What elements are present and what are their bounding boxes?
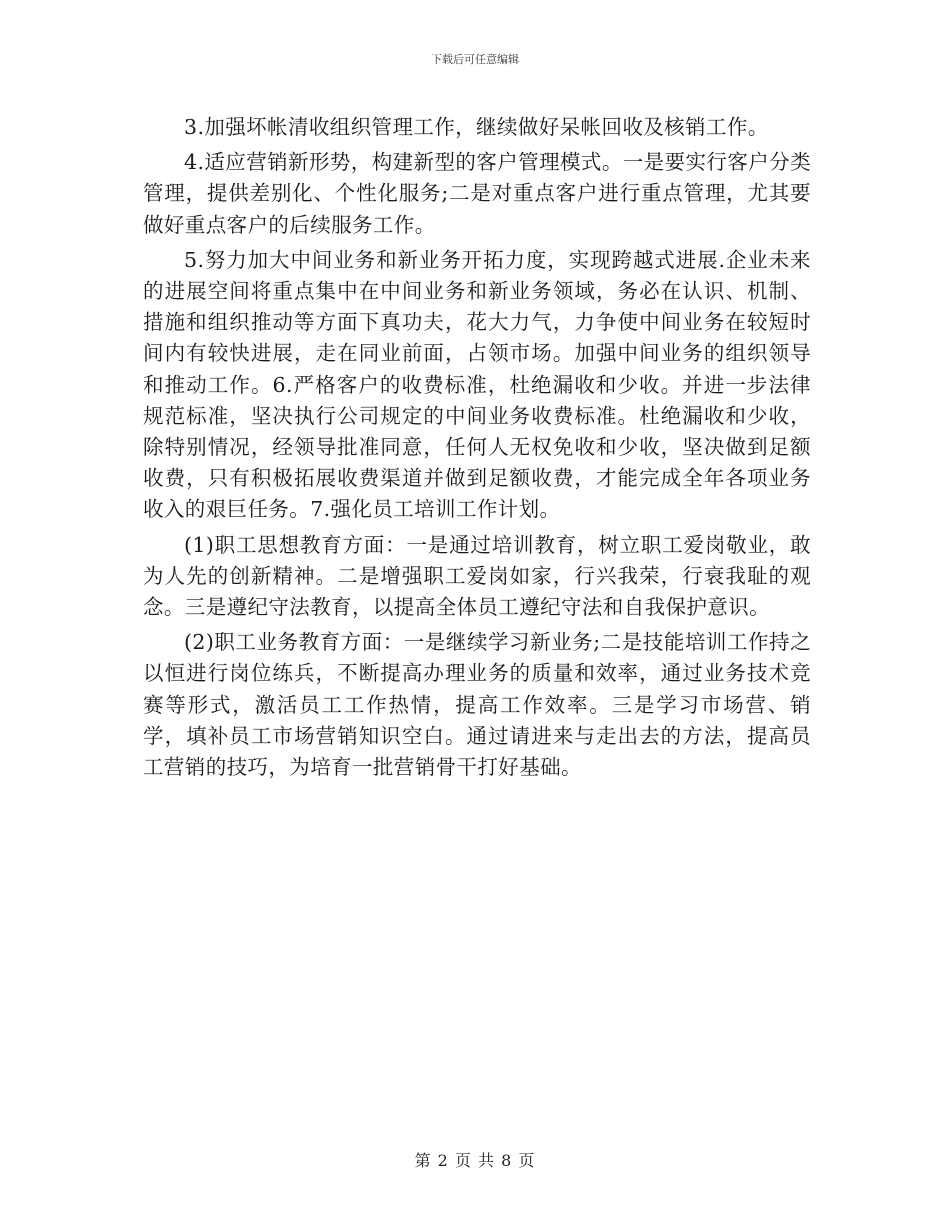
paragraph-item-3: 3.加强坏帐清收组织管理工作，继续做好呆帐回收及核销工作。	[184, 115, 769, 139]
document-body	[143, 112, 811, 787]
page-number: 第 2 页 共 8 页	[414, 1151, 536, 1170]
page-header: 下载后可任意编辑	[431, 53, 519, 66]
paragraph-item-5: 5.努力加大中间业务和新业务开拓力度，实现跨越式进展.企业未来的进展空间将重点集中在中间业务和新业务领域，务必在认识、机制、措施和组织推动等方面下真功夫，花大力气，力争使中间业务在较短时间内有较快进展，走在同业前面，占领市场。加强中间业务的组织领导和推动工作。6.严格客户的收费标准，杜绝漏收和少收。并进一步法律规范标准，坚决执行公司规定的中间业务收费标准。杜绝漏收和少收，除特别情况，经领导批准同意，任何人无权免收和少收，坚决做到足额收费，只有积极拓展收费渠道并做到足额收费，才能完成全年各项业务收入的艰巨任务。7.强化员工培训工作计划。	[143, 247, 811, 522]
paragraph-training-business: (2)职工业务教育方面：一是继续学习新业务;二是技能培训工作持之以恒进行岗位练兵，不断提高办理业务的质量和效率，通过业务技术竞赛等形式，激活员工工作热情，提高工作效率。三是学习市场营、销学，填补员工市场营销知识空白。通过请进来与走出去的方法，提高员工营销的技巧，为培育一批营销骨干打好基础。	[143, 630, 811, 780]
paragraph-training-ideology: (1)职工思想教育方面：一是通过培训教育，树立职工爱岗敬业，敢为人先的创新精神。二是增强职工爱岗如家，行兴我荣，行衰我耻的观念。三是遵纪守法教育，以提高全体员工遵纪守法和自我保护意识。	[143, 532, 811, 620]
paragraph-item-4: 4.适应营销新形势，构建新型的客户管理模式。一是要实行客户分类管理，提供差别化、个性化服务;二是对重点客户进行重点管理，尤其要做好重点客户的后续服务工作。	[143, 150, 811, 237]
